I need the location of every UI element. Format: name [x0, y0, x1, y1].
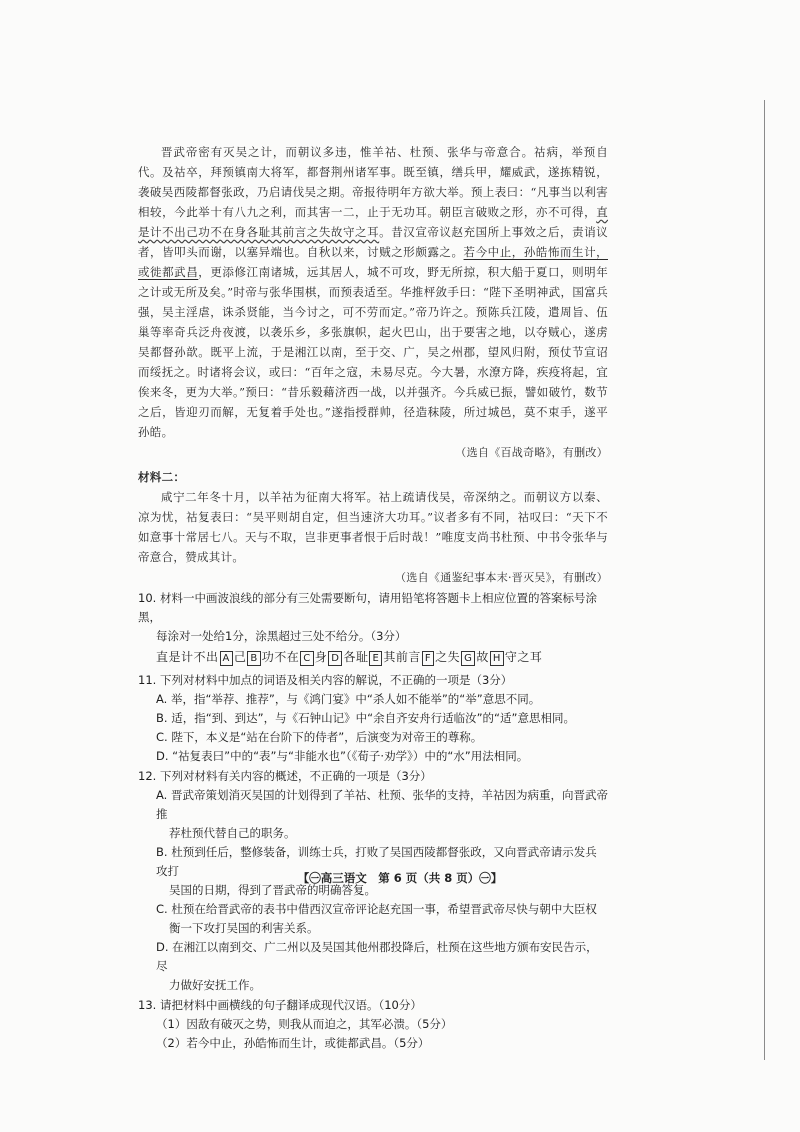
page-footer: 【㊀高三语文 第 6 页（共 8 页）㊀】 [297, 871, 503, 885]
q12-option-c-cont: 衡一下攻打吴国的利害关系。 [169, 921, 319, 935]
q11-option-d: D. “祜复表曰”中的“表”与“非能水也”（《荀子·劝学》）中的“水”用法相同。 [156, 749, 529, 763]
q13-sentence-2: （2）若今中止，孙皓怖而生计，或徙都武昌。（5分） [156, 1036, 430, 1050]
break-box-f: F [422, 651, 434, 666]
q12-option-d: D. 在湘江以南到交、广二州以及吴国其他州郡投降后，杜预在这些地方颁布安民告示，尽 [156, 940, 598, 973]
question-13 [138, 996, 608, 1053]
q12-option-c: C. 杜预在给晋武帝的表书中借西汉宣帝评论赵充国一事，希望晋武帝尽快与朝中大臣权 [156, 902, 597, 916]
scan-fold-line [764, 100, 765, 1060]
material-two [138, 467, 608, 588]
q12-option-a-cont: 荐杜预代替自己的职务。 [169, 826, 296, 840]
question-11 [138, 671, 608, 766]
q13-stem: 13. 请把材料中画横线的句子翻译成现代汉语。（10分） [138, 998, 422, 1012]
break-box-g: G [461, 651, 475, 666]
break-box-d: D [328, 651, 342, 666]
exam-page [138, 142, 608, 1053]
material-two-heading: 材料二： [138, 470, 186, 484]
break-box-c: C [300, 651, 313, 666]
break-box-e: E [369, 651, 382, 666]
material-two-source: （选自《通鉴纪事本末·晋灭吴》，有删改） [395, 571, 608, 584]
q12-stem: 12. 下列对材料有关内容的概述，不正确的一项是（3分） [138, 769, 432, 783]
q11-option-a: A. 举，指“举荐、推荐”，与《鸿门宴》中“杀人如不能举”的“举”意思不同。 [156, 692, 541, 706]
wavy-underline-passage: 直是计不出己功不在身各耻其前言之失故守之耳 [138, 205, 608, 239]
q12-option-a: A. 晋武帝策划消灭吴国的计划得到了羊祜、杜预、张华的支持，羊祜因为病重，向晋武帝推 [156, 788, 608, 821]
material-one [138, 142, 608, 463]
q13-sentence-1: （1）因敌有破灭之势，则我从而迫之，其军必溃。（5分） [156, 1017, 453, 1031]
q11-stem: 11. 下列对材料中加点的词语及相关内容的解说，不正确的一项是（3分） [138, 673, 513, 687]
q11-option-c: C. 陛下，本义是“站在台阶下的侍者”，后演变为对帝王的尊称。 [156, 730, 483, 744]
break-box-a: A [220, 651, 233, 666]
q10-break-options: 直是计不出 A 己 B 功不在 C 身 D 各耻 E 其前言 F 之失 G 故 H 守之耳 [156, 650, 543, 664]
q10-stem: 10. 材料一中画波浪线的部分有三处需要断句，请用铅笔将答题卡上相应位置的答案标号涂黑， [138, 591, 597, 624]
q11-option-b: B. 适，指“到、到达”，与《石钟山记》中“余自齐安舟行适临汝”的“适”意思相同。 [156, 711, 575, 725]
question-10 [138, 589, 608, 667]
break-box-h: H [490, 651, 504, 666]
q10-stem-cont: 每涂对一处给1分，涂黑超过三处不给分。（3分） [156, 629, 407, 643]
q12-option-b-cont: 吴国的日期，得到了晋武帝的明确答复。 [169, 883, 376, 897]
break-box-b: B [247, 651, 260, 666]
q12-option-b: B. 杜预到任后，整修装备，训练士兵，打败了吴国西陵都督张政，又向晋武帝请示发兵攻打 [156, 845, 597, 878]
material-one-text: 晋武帝密有灭吴之计，而朝议多违，惟羊祜、杜预、张华与帝意合。祜病，举预自代。及祜卒，拜预镇南大将军，都督荆州诸军事。既至镇，缮兵甲，耀威武，遂拣精锐，袭破吴西陵都督张政，乃启请伐吴之期。帝报待明年方欲大举。预上表曰：“凡事当以利害相较，今此举十有八九之利，而其害一二，止于无功耳。朝臣言破败之形，亦不可得，直是计不出己功不在身各耻其前言之失故守之耳。昔汉宣帝议赵充国所上事效之后，责诮议者，皆叩头而谢，以塞异端也。自秋以来，讨贼之形颇露之。若今中止，孙皓怖而生计，或徙都武昌，更添修江南诸城，远其居人，城不可攻，野无所掠，积大船于夏口，则明年之计或无所及矣。”时帝与张华围棋，而预表适至。华推枰敛手曰：“陛下圣明神武，国富兵强，吴主淫虐，诛杀贤能，当今讨之，可不劳而定。”帝乃许之。预陈兵江陵，遣周旨、伍巢等率奇兵泛舟夜渡，以袭乐乡，多张旗帜，起火巴山，出于要害之地，以夺贼心，遂虏吴都督孙歆。既平上流，于是湘江以南，至于交、广，吴之州郡，望风归附，预仗节宣诏而绥抚之。时诸将会议，或曰：“百年之寇，未易尽克。今大暑，水潦方降，疾疫将起，宜俟来冬，更为大举。”预曰：“昔乐毅藉济西一战，以并强齐。今兵威已振，譬如破竹，数节之后，皆迎刃而解，无复着手处也。”遂指授群帅，径造秣陵，所过城邑，莫不束手，遂平孙皓。 [138, 145, 609, 439]
underlined-sentence: 若今中止，孙皓怖而生计，或徙都武昌 [138, 245, 608, 279]
q12-option-d-cont: 力做好安抚工作。 [169, 978, 261, 992]
material-two-text: 咸宁二年冬十月，以羊祜为征南大将军。祜上疏请伐吴，帝深纳之。而朝议方以秦、凉为忧，祜复表曰：“吴平则胡自定，但当速济大功耳。”议者多有不同，祜叹曰：“天下不如意事十常居七八。天与不取，岂非更事者恨于后时哉！”唯度支尚书杜预、中书令张华与帝意合，赞成其计。 [138, 490, 608, 564]
material-one-source: （选自《百战奇略》，有删改） [455, 446, 608, 459]
